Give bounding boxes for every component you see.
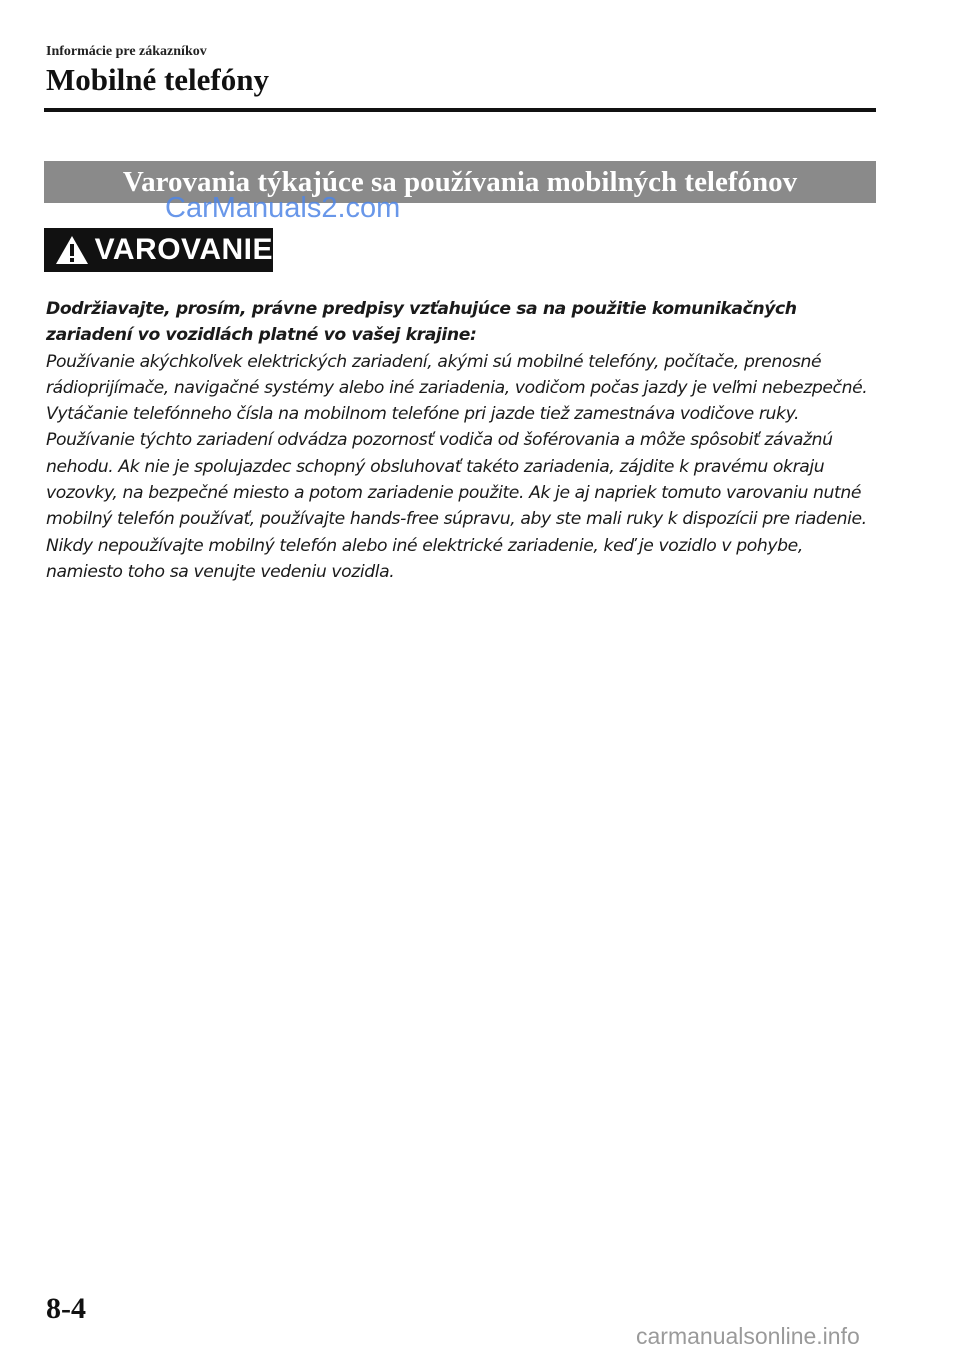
title-divider	[44, 108, 876, 112]
warning-lead-text: Dodržiavajte, prosím, právne predpisy vzťahujúce sa na použitie komunikačných zariadení vo vozidlách platné vo vašej krajine:	[46, 299, 797, 346]
watermark-text: CarManuals2.com	[165, 192, 401, 224]
footer-watermark: carmanualsonline.info	[636, 1323, 860, 1349]
warning-badge	[44, 228, 273, 272]
page-title: Mobilné telefóny	[46, 62, 269, 97]
warning-triangle-icon	[50, 228, 95, 272]
warning-label: VAROVANIE	[94, 233, 273, 266]
section-heading: Varovania týkajúce sa používania mobilných telefónov	[44, 161, 876, 203]
section-label: Informácie pre zákazníkov	[46, 44, 207, 59]
warning-body	[46, 296, 878, 585]
page-number: 8-4	[46, 1292, 86, 1325]
warning-paragraph: Používanie akýchkoľvek elektrických zariadení, akými sú mobilné telefóny, počítače, prenosné rádioprijímače, navigačné systémy alebo iné zariadenia, vodičom počas jazdy je veľmi nebezpečné. Vytáčanie telefónneho čísla na mobilnom telefóne pri jazde tiež zamestnáva vodičove ruky. Používanie týchto zariadení odvádza pozornosť vodiča od šoférovania a môže spôsobiť závažnú nehodu. Ak nie je spolujazdec schopný obsluhovať takéto zariadenia, zájdite k pravému okraju vozovky, na bezpečné miesto a potom zariadenie použite. Ak je aj napriek tomuto varovaniu nutné mobilný telefón používať, používajte hands-free súpravu, aby ste mali ruky k dispozícii pre riadenie. Nikdy nepoužívajte mobilný telefón alebo iné elektrické zariadenie, keď je vozidlo v pohybe, namiesto toho sa venujte vedeniu vozidla.	[46, 351, 868, 582]
